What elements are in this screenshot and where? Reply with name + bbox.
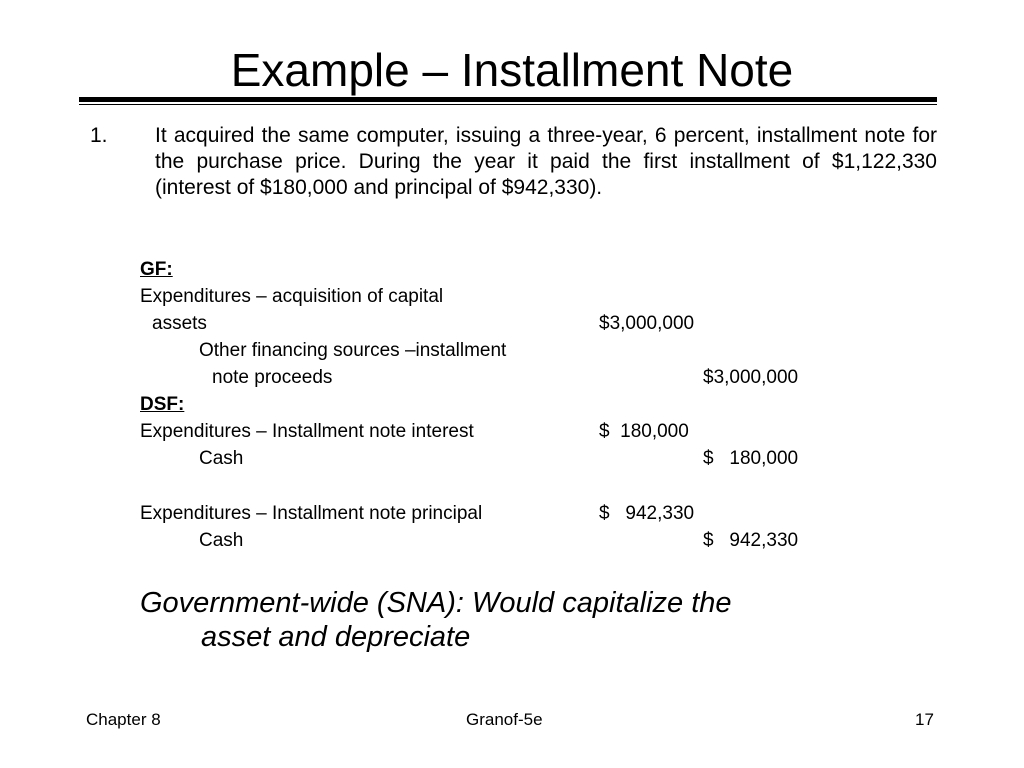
closing-line2: asset and depreciate <box>201 621 471 653</box>
gf-credit-line2: note proceeds <box>212 367 333 388</box>
footer-page-number: 17 <box>915 710 934 729</box>
intro-text: It acquired the same computer, issuing a three-year, 6 percent, installment note for the purchase price. During the year it paid the first installment of $1,122,330 (interest of $180,000 and principal of $942,330). <box>155 124 937 199</box>
slide-title: Example – Installment Note <box>230 44 794 96</box>
gf-debit-line1: Expenditures – acquisition of capital <box>140 286 444 307</box>
closing-line1: Government-wide (SNA): Would capitalize the <box>140 587 732 619</box>
dsf-entry2-credit: Cash <box>199 530 244 551</box>
title-rule-thin <box>79 104 937 105</box>
dsf-entry2-debit-amount: $ 942,330 <box>599 503 695 524</box>
closing-statement <box>140 586 732 654</box>
gf-credit-line1: Other financing sources –installment <box>199 340 507 361</box>
dsf-entry1-debit-amount: $ 180,000 <box>599 421 689 442</box>
dsf-entry2-credit-amount: $ 942,330 <box>703 530 799 551</box>
dsf-entry1-credit: Cash <box>199 448 244 469</box>
footer-chapter: Chapter 8 <box>86 710 161 729</box>
gf-heading: GF: <box>140 259 173 280</box>
dsf-entry1-credit-amount: $ 180,000 <box>703 448 799 469</box>
gf-credit-amount: $3,000,000 <box>703 367 799 388</box>
gf-debit-amount: $3,000,000 <box>599 313 695 334</box>
title-rule <box>79 97 937 102</box>
dsf-heading: DSF: <box>140 394 185 415</box>
footer-source: Granof-5e <box>466 710 543 729</box>
dsf-entry2-debit: Expenditures – Installment note principal <box>140 503 483 524</box>
intro-number: 1. <box>90 124 108 147</box>
dsf-entry1-debit: Expenditures – Installment note interest <box>140 421 474 442</box>
gf-debit-line2: assets <box>152 313 207 334</box>
